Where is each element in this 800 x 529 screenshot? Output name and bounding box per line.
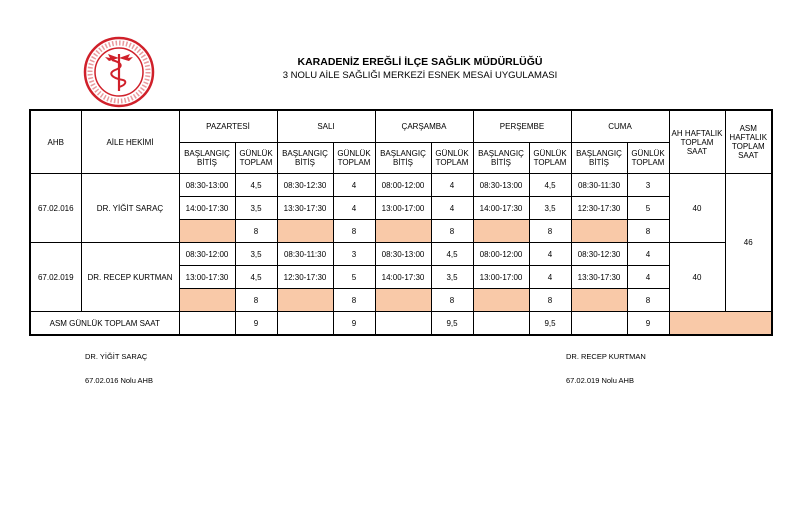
subheader-total: GÜNLÜK TOPLAM	[235, 143, 277, 174]
daily-hours: 4,5	[235, 266, 277, 289]
empty-cell	[179, 312, 235, 336]
time-range: 14:00-17:30	[473, 197, 529, 220]
header-ah-weekly: AH HAFTALIK TOPLAM SAAT	[669, 110, 725, 174]
day-total: 8	[627, 289, 669, 312]
asm-daily-label: ASM GÜNLÜK TOPLAM SAAT	[30, 312, 179, 336]
daily-hours: 3,5	[235, 197, 277, 220]
highlight-cell	[375, 289, 431, 312]
daily-hours: 3	[627, 174, 669, 197]
daily-hours: 4,5	[235, 174, 277, 197]
highlight-cell	[375, 220, 431, 243]
header-day: SALI	[277, 110, 375, 143]
daily-hours: 3	[333, 243, 375, 266]
time-range: 08:00-12:00	[375, 174, 431, 197]
daily-hours: 4	[627, 243, 669, 266]
time-range: 13:00-17:00	[473, 266, 529, 289]
daily-hours: 3,5	[529, 197, 571, 220]
header-day: PERŞEMBE	[473, 110, 571, 143]
subheader-total: GÜNLÜK TOPLAM	[627, 143, 669, 174]
page-title: KARADENİZ EREĞLİ İLÇE SAĞLIK MÜDÜRLÜĞÜ	[297, 56, 543, 68]
empty-cell	[571, 312, 627, 336]
subheader-start: BAŞLANGIÇ BİTİŞ	[277, 143, 333, 174]
ah-weekly-total: 40	[669, 174, 725, 243]
time-range: 08:30-11:30	[277, 243, 333, 266]
time-range: 08:30-11:30	[571, 174, 627, 197]
day-total: 8	[235, 220, 277, 243]
time-range: 08:30-12:30	[571, 243, 627, 266]
time-range: 13:30-17:30	[571, 266, 627, 289]
signature-right-ahb: 67.02.019 Nolu AHB	[566, 376, 634, 385]
subheader-total: GÜNLÜK TOPLAM	[333, 143, 375, 174]
highlight-cell	[179, 289, 235, 312]
ministry-logo	[83, 36, 155, 108]
subheader-start: BAŞLANGIÇ BİTİŞ	[375, 143, 431, 174]
daily-hours: 4	[529, 266, 571, 289]
highlight-cell	[473, 220, 529, 243]
daily-hours: 4	[529, 243, 571, 266]
day-total: 8	[333, 289, 375, 312]
asm-daily-total: 9,5	[431, 312, 473, 336]
time-range: 08:30-13:00	[375, 243, 431, 266]
highlight-cell	[669, 312, 772, 336]
page-subtitle: 3 NOLU AİLE SAĞLIĞI MERKEZİ ESNEK MESAİ UYGULAMASI	[282, 70, 558, 81]
asm-daily-total: 9	[235, 312, 277, 336]
time-range: 08:30-12:00	[179, 243, 235, 266]
day-total: 8	[529, 289, 571, 312]
time-range: 08:00-12:00	[473, 243, 529, 266]
signature-left-name: DR. YİĞİT SARAÇ	[85, 352, 148, 361]
highlight-cell	[179, 220, 235, 243]
time-range: 12:30-17:30	[571, 197, 627, 220]
time-range: 12:30-17:30	[277, 266, 333, 289]
daily-hours: 3,5	[235, 243, 277, 266]
ahb-code: 67.02.016	[30, 174, 81, 243]
daily-hours: 5	[627, 197, 669, 220]
asm-daily-total: 9	[627, 312, 669, 336]
daily-hours: 4,5	[529, 174, 571, 197]
highlight-cell	[571, 220, 627, 243]
header-day: ÇARŞAMBA	[375, 110, 473, 143]
day-total: 8	[627, 220, 669, 243]
ahb-code: 67.02.019	[30, 243, 81, 312]
asm-daily-total: 9,5	[529, 312, 571, 336]
highlight-cell	[277, 220, 333, 243]
highlight-cell	[571, 289, 627, 312]
subheader-total: GÜNLÜK TOPLAM	[431, 143, 473, 174]
time-range: 08:30-12:30	[277, 174, 333, 197]
daily-hours: 4	[333, 197, 375, 220]
header-doctor: AİLE HEKİMİ	[81, 110, 179, 174]
daily-hours: 5	[333, 266, 375, 289]
day-total: 8	[235, 289, 277, 312]
daily-hours: 4	[431, 197, 473, 220]
time-range: 13:00-17:00	[375, 197, 431, 220]
day-total: 8	[431, 289, 473, 312]
asm-weekly-total: 46	[725, 174, 772, 312]
signature-right-name: DR. RECEP KURTMAN	[566, 352, 646, 361]
subheader-total: GÜNLÜK TOPLAM	[529, 143, 571, 174]
header-asm-weekly: ASM HAFTALIK TOPLAM SAAT	[725, 110, 772, 174]
ah-weekly-total: 40	[669, 243, 725, 312]
highlight-cell	[277, 289, 333, 312]
day-total: 8	[333, 220, 375, 243]
day-total: 8	[529, 220, 571, 243]
subheader-start: BAŞLANGIÇ BİTİŞ	[179, 143, 235, 174]
daily-hours: 3,5	[431, 266, 473, 289]
doctor-name: DR. YİĞİT SARAÇ	[81, 174, 179, 243]
subheader-start: BAŞLANGIÇ BİTİŞ	[571, 143, 627, 174]
time-range: 08:30-13:00	[179, 174, 235, 197]
header-day: CUMA	[571, 110, 669, 143]
daily-hours: 4	[627, 266, 669, 289]
header-ahb: AHB	[30, 110, 81, 174]
signature-left-ahb: 67.02.016 Nolu AHB	[85, 376, 153, 385]
empty-cell	[277, 312, 333, 336]
empty-cell	[375, 312, 431, 336]
asm-daily-total: 9	[333, 312, 375, 336]
doctor-name: DR. RECEP KURTMAN	[81, 243, 179, 312]
empty-cell	[473, 312, 529, 336]
daily-hours: 4	[431, 174, 473, 197]
subheader-start: BAŞLANGIÇ BİTİŞ	[473, 143, 529, 174]
time-range: 13:30-17:30	[277, 197, 333, 220]
header-day: PAZARTESİ	[179, 110, 277, 143]
time-range: 08:30-13:00	[473, 174, 529, 197]
time-range: 13:00-17:30	[179, 266, 235, 289]
time-range: 14:00-17:30	[179, 197, 235, 220]
daily-hours: 4,5	[431, 243, 473, 266]
highlight-cell	[473, 289, 529, 312]
schedule-table	[29, 109, 773, 336]
time-range: 14:00-17:30	[375, 266, 431, 289]
day-total: 8	[431, 220, 473, 243]
daily-hours: 4	[333, 174, 375, 197]
